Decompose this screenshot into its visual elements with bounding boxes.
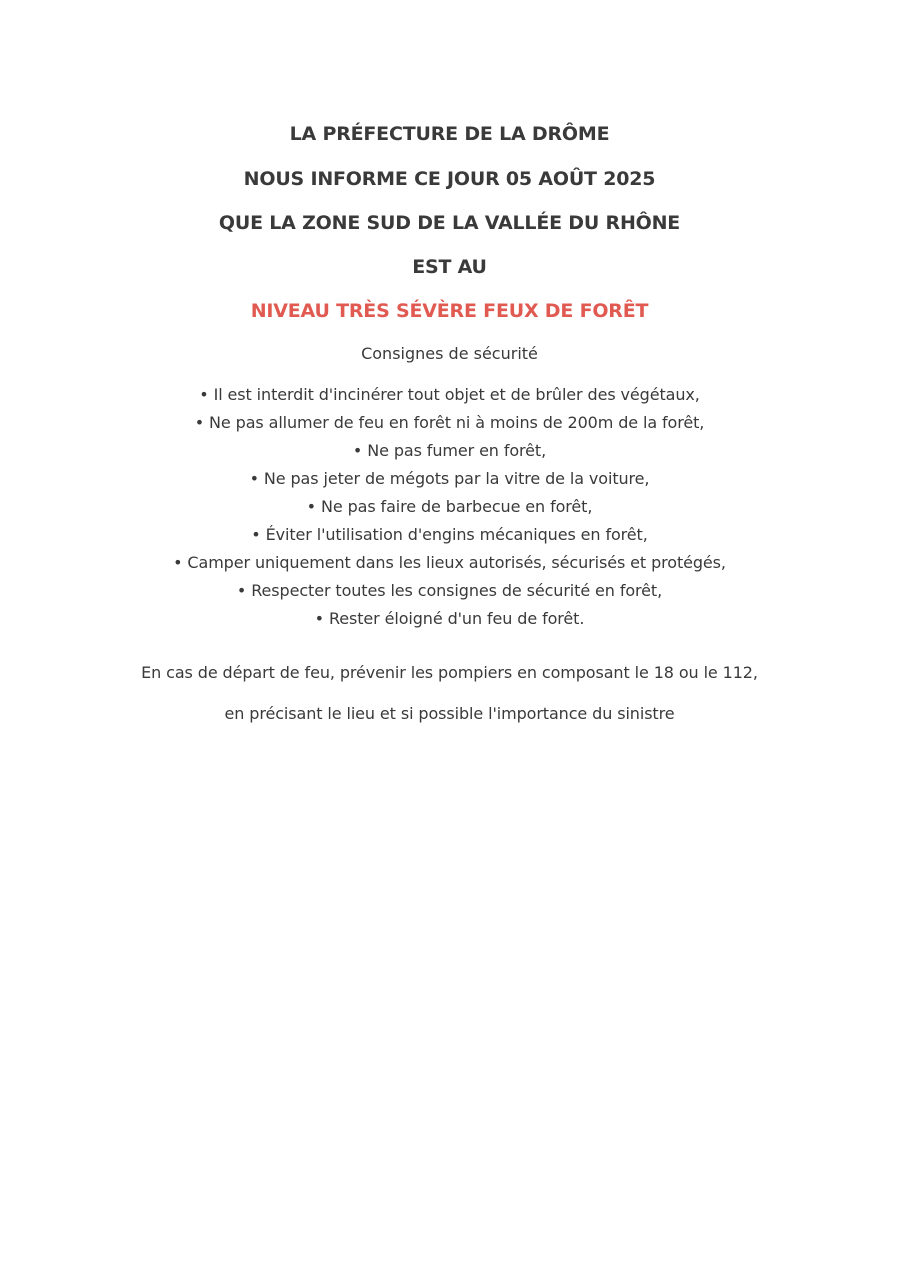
list-item: • Rester éloigné d'un feu de forêt. bbox=[314, 609, 585, 628]
safety-rules-list bbox=[0, 381, 899, 633]
safety-heading: Consignes de sécurité bbox=[361, 344, 538, 363]
headline-prefecture: LA PRÉFECTURE DE LA DRÔME bbox=[289, 123, 610, 145]
list-item: • Ne pas jeter de mégots par la vitre de la voiture, bbox=[249, 469, 650, 488]
emergency-instruction: En cas de départ de feu, prévenir les pompiers en composant le 18 ou le 112, bbox=[141, 663, 758, 682]
list-item: • Ne pas fumer en forêt, bbox=[352, 441, 547, 460]
alert-level: NIVEAU TRÈS SÉVÈRE FEUX DE FORÊT bbox=[250, 300, 649, 322]
emergency-detail: en précisant le lieu et si possible l'importance du sinistre bbox=[224, 704, 675, 723]
list-item: • Il est interdit d'incinérer tout objet et de brûler des végétaux, bbox=[199, 385, 700, 404]
list-item: • Éviter l'utilisation d'engins mécaniques en forêt, bbox=[251, 525, 648, 544]
headline-date: NOUS INFORME CE JOUR 05 AOÛT 2025 bbox=[243, 168, 656, 190]
list-item: • Ne pas allumer de feu en forêt ni à moins de 200m de la forêt, bbox=[194, 413, 705, 432]
list-item: • Ne pas faire de barbecue en forêt, bbox=[306, 497, 593, 516]
list-item: • Respecter toutes les consignes de sécurité en forêt, bbox=[236, 581, 663, 600]
list-item: • Camper uniquement dans les lieux autorisés, sécurisés et protégés, bbox=[173, 553, 726, 572]
headline-est-au: EST AU bbox=[412, 256, 487, 278]
headline-zone: QUE LA ZONE SUD DE LA VALLÉE DU RHÔNE bbox=[218, 212, 681, 234]
